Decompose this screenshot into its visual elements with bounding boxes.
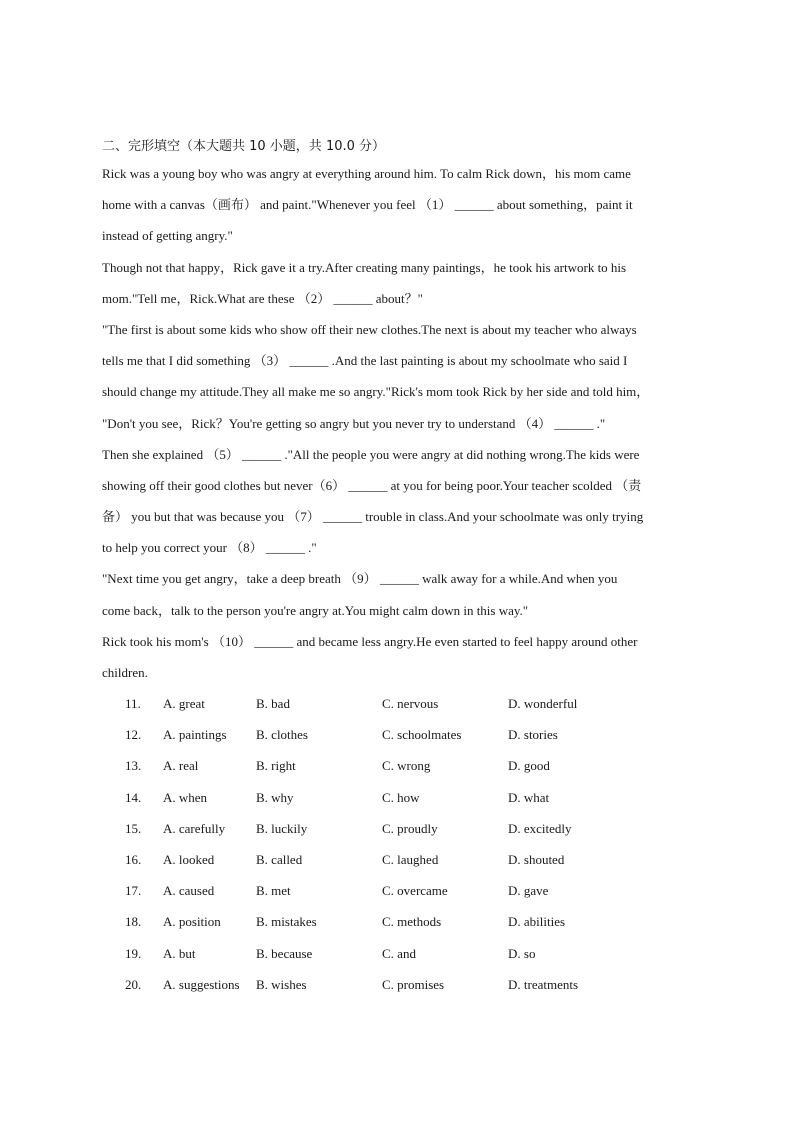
- question-number: 13.: [125, 758, 142, 774]
- option-b: B. clothes: [256, 727, 308, 743]
- passage-line: should change my attitude.They all make me so angry."Rick's mom took Rick by her side and told him，: [102, 384, 650, 400]
- passage-line: "Next time you get angry，take a deep breath （9） ______ walk away for a while.And when you: [102, 571, 618, 587]
- question-number: 20.: [125, 976, 142, 992]
- option-c: C. how: [382, 789, 420, 805]
- option-b: B. bad: [256, 696, 290, 711]
- option-c: C. methods: [382, 914, 442, 930]
- option-b: B. called: [256, 851, 303, 867]
- option-d: D. gave: [508, 883, 549, 899]
- question-number: 12.: [125, 727, 142, 743]
- option-c: C. nervous: [382, 696, 439, 711]
- passage-line: Then she explained （5） ______ ."All the people you were angry at did nothing wrong.The kids were: [102, 446, 640, 462]
- option-b: B. right: [256, 758, 296, 774]
- option-a: A. paintings: [163, 727, 227, 743]
- cloze-passage: [102, 161, 702, 691]
- option-a: A. but: [163, 945, 196, 961]
- question-number: 17.: [125, 883, 142, 899]
- passage-line: Rick was a young boy who was angry at everything around him. To calm Rick down，his mom came: [102, 166, 631, 181]
- passage-line: instead of getting angry.": [102, 228, 233, 244]
- option-b: B. why: [256, 789, 294, 805]
- option-c: C. proudly: [382, 820, 438, 836]
- option-a: A. great: [163, 696, 205, 711]
- option-a: A. looked: [163, 851, 215, 867]
- passage-line: come back，talk to the person you're angry at.You might calm down in this way.": [102, 602, 529, 618]
- option-d: D. what: [508, 789, 550, 805]
- passage-line: home with a canvas（画布） and paint."Whenever you feel （1） ______ about something，paint it: [102, 197, 633, 213]
- option-c: C. schoolmates: [382, 727, 462, 743]
- passage-line: tells me that I did something （3） ______ .And the last painting is about my schoolmate who said I: [102, 353, 628, 369]
- option-d: D. so: [508, 945, 536, 961]
- option-d: D. treatments: [508, 976, 579, 992]
- option-b: B. because: [256, 945, 313, 961]
- question-number: 18.: [125, 914, 142, 930]
- option-b: B. wishes: [256, 976, 307, 992]
- option-a: A. caused: [163, 883, 215, 899]
- passage-line: to help you correct your （8） ______ .": [102, 540, 317, 556]
- option-d: D. good: [508, 758, 550, 774]
- option-c: C. laughed: [382, 851, 439, 867]
- option-d: D. excitedly: [508, 820, 572, 836]
- question-number: 16.: [125, 851, 142, 867]
- passage-line: 备） you but that was because you （7） ______ trouble in class.And your schoolmate was only trying: [102, 509, 644, 525]
- passage-line: mom."Tell me，Rick.What are these （2） ______ about？": [102, 290, 423, 306]
- option-c: C. and: [382, 945, 416, 961]
- option-a: A. when: [163, 789, 208, 805]
- option-d: D. abilities: [508, 914, 566, 930]
- option-a: A. suggestions: [163, 976, 240, 992]
- section-heading: 二、完形填空（本大题共 10 小题，共 10.0 分）: [102, 139, 386, 154]
- question-number: 19.: [125, 945, 142, 961]
- option-c: C. wrong: [382, 758, 431, 774]
- passage-line: showing off their good clothes but never（6） ______ at you for being poor.Your teacher scolded （责: [102, 477, 642, 493]
- question-number: 14.: [125, 789, 142, 805]
- option-d: D. stories: [508, 727, 558, 743]
- passage-line: Rick took his mom's （10） ______ and became less angry.He even started to feel happy around other: [102, 633, 638, 649]
- passage-line: "The first is about some kids who show off their new clothes.The next is about my teacher who always: [102, 321, 637, 337]
- option-d: D. wonderful: [508, 696, 578, 711]
- passage-line: "Don't you see，Rick？You're getting so angry but you never try to understand （4） ______ .": [102, 415, 606, 431]
- passage-line: children.: [102, 665, 148, 680]
- option-a: A. position: [163, 914, 221, 930]
- option-b: B. met: [256, 883, 291, 899]
- option-b: B. luckily: [256, 820, 308, 836]
- option-c: C. overcame: [382, 883, 448, 899]
- option-b: B. mistakes: [256, 914, 317, 930]
- option-a: A. carefully: [163, 820, 226, 836]
- option-c: C. promises: [382, 976, 445, 992]
- option-d: D. shouted: [508, 851, 565, 867]
- question-number: 11.: [125, 696, 141, 711]
- passage-line: Though not that happy，Rick gave it a try.After creating many paintings，he took his artwork to his: [102, 259, 627, 275]
- question-number: 15.: [125, 820, 142, 836]
- option-a: A. real: [163, 758, 199, 774]
